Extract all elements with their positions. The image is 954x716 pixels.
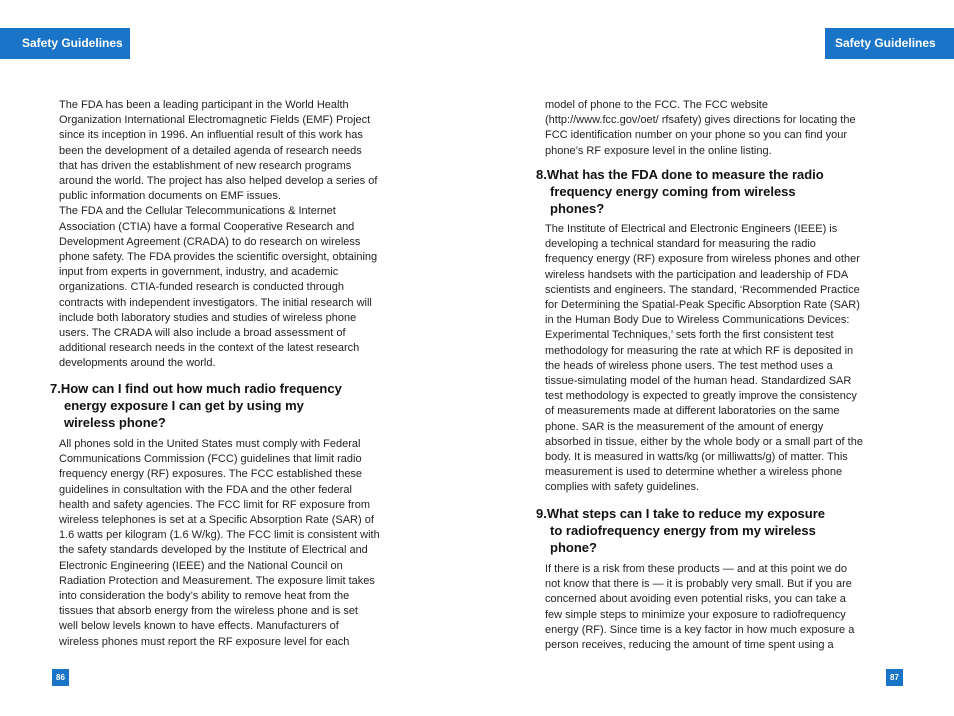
question-8-line-2: frequency energy coming from wireless: [550, 184, 796, 199]
left-paragraph-fda-emf: The FDA has been a leading participant in the World Health Organization International Electromagnetic Fields (EMF) Project since its inception in 1996. An influential result of this work has been the development of a detailed agenda of research needs that has driven the establishment of new research programs around the world. The project has also helped develop a series of public information documents on EMF issues. The FDA and the Cellular Telecommunications & Internet Association (CTIA) have a formal Cooperative Research and Development Agreement (CRADA) to do research on wireless phone safety. The FDA provides the scientific oversight, obtaining input from experts in government, industry, and academic organizations. CTIA-funded research is conducted through contracts with independent investigators. The initial research will include both laboratory studies and studies of wireless phone users. The CRADA will also include a broad assessment of additional research needs in the context of the latest research developments around the world.: [59, 99, 378, 370]
question-7-line-3: wireless phone?: [64, 415, 166, 430]
left-page-answer-7: [59, 437, 421, 650]
question-7-heading: [50, 380, 430, 431]
page-number-left: 86: [52, 669, 69, 686]
question-8-line-1: 8.What has the FDA done to measure the radio: [536, 167, 824, 182]
answer-9-paragraph: If there is a risk from these products — and at this point we do not know that there is — it is probably very small. But if you are concerned about avoiding even potential risks, you can take a few simple steps to minimize your exposure to radiofrequency energy (RF). Since time is a key factor in how much exposure a person receives, reducing the amount of time spent using a: [545, 563, 855, 652]
question-9-line-2: to radiofrequency energy from my wireless: [550, 523, 816, 538]
page-number-right: 87: [886, 669, 903, 686]
question-9-line-1: 9.What steps can I take to reduce my exposure: [536, 506, 825, 521]
answer-8-paragraph: The Institute of Electrical and Electronic Engineers (IEEE) is developing a technical standard for measuring the radio frequency energy (RF) exposure from wireless phones and other wireless handsets with the participation and leadership of FDA scientists and engineers. The standard, ‘Recommended Practice for Determining the Spatial-Peak Specific Absorption Rate (SAR) in the Human Body Due to Wireless Communications Devices: Experimental Techniques,’ sets forth the first consistent test methodology for measuring the rate at which RF is deposited in the heads of wireless phone users. The test method uses a tissue-simulating model of the human head. Standardized SAR test methodology is expected to greatly improve the consistency of measurements made at different laboratories on the same phone. SAR is the measurement of the amount of energy absorbed in tissue, either by the whole body or a small part of the body. It is measured in watts/kg (or milliwatts/g) of matter. This measurement is used to determine whether a wireless phone complies with safety guidelines.: [545, 223, 863, 494]
section-tab-right: Safety Guidelines: [825, 28, 954, 59]
question-7-line-1: 7.How can I find out how much radio frequency: [50, 381, 342, 396]
question-7-line-2: energy exposure I can get by using my: [64, 398, 304, 413]
right-page-body: [545, 98, 907, 159]
question-8-heading: [536, 166, 916, 217]
right-page-answer-9: [545, 562, 907, 653]
question-8-line-3: phones?: [550, 201, 605, 216]
question-9-line-3: phone?: [550, 540, 597, 555]
section-tab-left: Safety Guidelines: [0, 28, 130, 59]
question-9-heading: [536, 505, 916, 556]
right-paragraph-fcc-website: model of phone to the FCC. The FCC website (http://www.fcc.gov/oet/ rfsafety) gives directions for locating the FCC identification number on your phone so you can find your phone’s RF exposure level in the online listing.: [545, 99, 856, 157]
answer-7-paragraph: All phones sold in the United States must comply with Federal Communications Commission (FCC) guidelines that limit radio frequency energy (RF) exposures. The FCC established these guidelines in consultation with the FDA and the other federal health and safety agencies. The FCC limit for RF exposure from wireless telephones is set at a Specific Absorption Rate (SAR) of 1.6 watts per kilogram (1.6 W/kg). The FCC limit is consistent with the safety standards developed by the Institute of Electrical and Electronic Engineering (IEEE) and the National Council on Radiation Protection and Measurement. The exposure limit takes into consideration the body’s ability to remove heat from the tissues that absorb energy from the wireless phone and is set well below levels known to have effects. Manufacturers of wireless phones must report the RF exposure level for each: [59, 438, 380, 648]
left-page-body: [59, 98, 421, 372]
right-page-answer-8: [545, 222, 907, 496]
